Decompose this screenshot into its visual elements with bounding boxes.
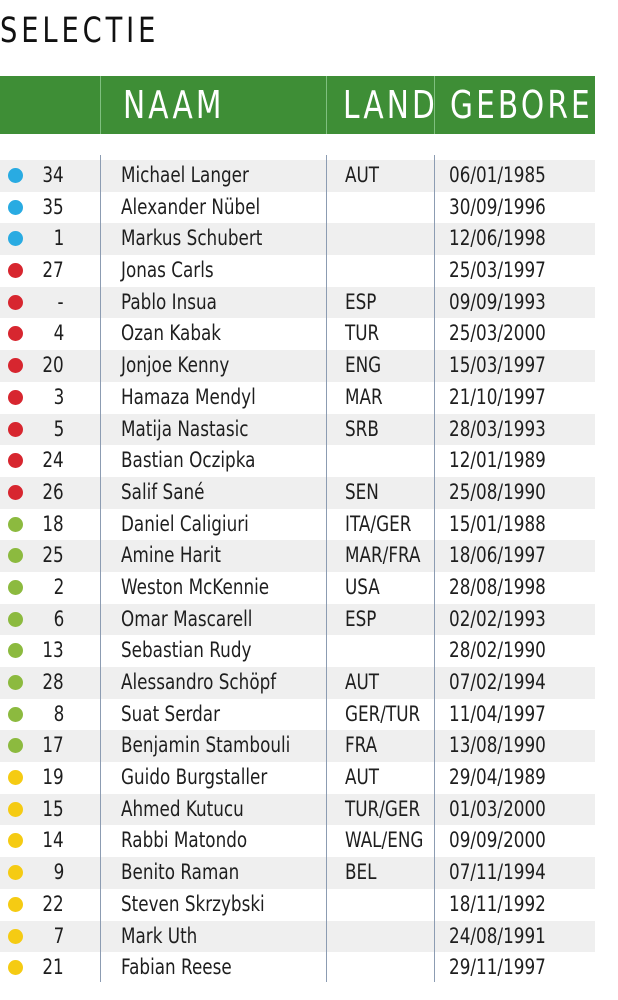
player-birthdate: 29/04/1989 bbox=[449, 765, 546, 790]
shirt-number: 6 bbox=[53, 606, 64, 631]
shirt-number: 4 bbox=[53, 321, 64, 346]
table-row bbox=[0, 540, 595, 572]
shirt-number: 5 bbox=[53, 416, 64, 441]
shirt-number: 3 bbox=[53, 384, 64, 409]
position-dot-icon bbox=[8, 738, 23, 753]
table-row bbox=[0, 730, 595, 762]
player-name: Rabbi Matondo bbox=[121, 828, 248, 853]
player-country: ENG bbox=[345, 353, 382, 378]
position-dot-icon bbox=[8, 358, 23, 373]
player-country: ESP bbox=[345, 606, 377, 631]
shirt-number: 15 bbox=[42, 796, 64, 821]
player-birthdate: 07/02/1994 bbox=[449, 670, 546, 694]
player-birthdate: 15/01/1988 bbox=[449, 511, 546, 536]
player-birthdate: 29/11/1997 bbox=[449, 955, 546, 980]
table-row bbox=[0, 699, 595, 731]
player-name: Sebastian Rudy bbox=[121, 638, 252, 663]
shirt-number: 21 bbox=[42, 955, 64, 980]
player-birthdate: 02/02/1993 bbox=[449, 606, 546, 631]
table-header bbox=[0, 76, 618, 134]
player-birthdate: 12/01/1989 bbox=[449, 448, 546, 473]
shirt-number: 1 bbox=[53, 226, 64, 251]
header-cell-land bbox=[326, 76, 438, 134]
table-row bbox=[0, 794, 595, 826]
player-name: Jonjoe Kenny bbox=[121, 353, 230, 378]
column-divider bbox=[326, 155, 327, 982]
player-country: AUT bbox=[345, 765, 380, 790]
player-name: Bastian Oczipka bbox=[121, 448, 256, 473]
column-header-naam: NAAM bbox=[123, 83, 225, 127]
table-row bbox=[0, 223, 595, 255]
position-dot-icon bbox=[8, 675, 23, 690]
player-name: Markus Schubert bbox=[121, 226, 263, 251]
table-row bbox=[0, 477, 595, 509]
player-birthdate: 25/03/1997 bbox=[449, 258, 546, 283]
position-dot-icon bbox=[8, 168, 23, 183]
column-header-geboren: GEBOREN bbox=[450, 83, 618, 127]
shirt-number: 17 bbox=[42, 733, 64, 758]
player-name: Benito Raman bbox=[121, 860, 240, 885]
player-name: Steven Skrzybski bbox=[121, 891, 265, 916]
player-name: Pablo Insua bbox=[121, 289, 217, 314]
shirt-number: 14 bbox=[42, 828, 64, 853]
player-birthdate: 11/04/1997 bbox=[449, 701, 546, 726]
player-birthdate: 07/11/1994 bbox=[449, 860, 546, 885]
player-name: Ozan Kabak bbox=[121, 321, 222, 346]
table-row bbox=[0, 825, 595, 857]
player-name: Omar Mascarell bbox=[121, 606, 253, 631]
table-row bbox=[0, 287, 595, 319]
table-row bbox=[0, 255, 595, 287]
position-dot-icon bbox=[8, 517, 23, 532]
shirt-number: 19 bbox=[42, 765, 64, 790]
player-name: Mark Uth bbox=[121, 923, 198, 948]
column-divider bbox=[100, 155, 101, 982]
shirt-number: 34 bbox=[42, 163, 64, 187]
shirt-number: 24 bbox=[42, 448, 64, 473]
shirt-number: 8 bbox=[53, 701, 64, 726]
player-country: AUT bbox=[345, 163, 380, 187]
shirt-number: 26 bbox=[42, 479, 64, 504]
table-row bbox=[0, 192, 595, 224]
table-row bbox=[0, 889, 595, 921]
position-dot-icon bbox=[8, 453, 23, 468]
header-cell-geboren bbox=[434, 76, 618, 134]
player-country: SRB bbox=[345, 416, 379, 441]
position-dot-icon bbox=[8, 612, 23, 627]
player-name: Alessandro Schöpf bbox=[121, 670, 277, 694]
table-row bbox=[0, 350, 595, 382]
player-birthdate: 25/03/2000 bbox=[449, 321, 546, 346]
player-name: Hamaza Mendyl bbox=[121, 384, 256, 409]
position-dot-icon bbox=[8, 865, 23, 880]
player-name: Amine Harit bbox=[121, 543, 221, 568]
player-birthdate: 18/11/1992 bbox=[449, 891, 546, 916]
table-row bbox=[0, 572, 595, 604]
position-dot-icon bbox=[8, 960, 23, 975]
table-row bbox=[0, 857, 595, 889]
player-birthdate: 15/03/1997 bbox=[449, 353, 546, 378]
player-country: TUR bbox=[345, 321, 380, 346]
shirt-number: - bbox=[57, 289, 64, 314]
player-name: Guido Burgstaller bbox=[121, 765, 268, 790]
player-birthdate: 13/08/1990 bbox=[449, 733, 546, 758]
table-row bbox=[0, 604, 595, 636]
player-country: FRA bbox=[345, 733, 378, 758]
player-name: Salif Sané bbox=[121, 479, 205, 504]
table-row bbox=[0, 762, 595, 794]
position-dot-icon bbox=[8, 390, 23, 405]
table-row bbox=[0, 160, 595, 192]
position-dot-icon bbox=[8, 485, 23, 500]
player-country: WAL/ENG bbox=[345, 828, 424, 853]
player-country: BEL bbox=[345, 860, 377, 885]
player-birthdate: 24/08/1991 bbox=[449, 923, 546, 948]
shirt-number: 7 bbox=[53, 923, 64, 948]
player-country: TUR/GER bbox=[345, 796, 421, 821]
player-name: Ahmed Kutucu bbox=[121, 796, 244, 821]
position-dot-icon bbox=[8, 580, 23, 595]
player-birthdate: 28/03/1993 bbox=[449, 416, 546, 441]
page-title: SELECTIE bbox=[0, 11, 160, 51]
position-dot-icon bbox=[8, 263, 23, 278]
player-country: ITA/GER bbox=[345, 511, 412, 536]
shirt-number: 13 bbox=[42, 638, 64, 663]
player-country: USA bbox=[345, 574, 380, 599]
table-row bbox=[0, 382, 595, 414]
player-birthdate: 18/06/1997 bbox=[449, 543, 546, 568]
player-name: Matija Nastasic bbox=[121, 416, 249, 441]
player-birthdate: 25/08/1990 bbox=[449, 479, 546, 504]
table-row bbox=[0, 509, 595, 541]
position-dot-icon bbox=[8, 200, 23, 215]
player-birthdate: 28/08/1998 bbox=[449, 574, 546, 599]
player-country: AUT bbox=[345, 670, 380, 694]
player-birthdate: 21/10/1997 bbox=[449, 384, 546, 409]
table-row bbox=[0, 667, 595, 699]
player-birthdate: 12/06/1998 bbox=[449, 226, 546, 251]
shirt-number: 27 bbox=[42, 258, 64, 283]
position-dot-icon bbox=[8, 643, 23, 658]
player-name: Weston McKennie bbox=[121, 574, 270, 599]
player-country: MAR bbox=[345, 384, 383, 409]
position-dot-icon bbox=[8, 802, 23, 817]
shirt-number: 35 bbox=[42, 194, 64, 219]
player-name: Jonas Carls bbox=[121, 258, 214, 283]
table-row bbox=[0, 952, 595, 984]
player-name: Suat Serdar bbox=[121, 701, 221, 726]
shirt-number: 18 bbox=[42, 511, 64, 536]
player-birthdate: 01/03/2000 bbox=[449, 796, 546, 821]
player-name: Michael Langer bbox=[121, 163, 249, 187]
shirt-number: 25 bbox=[42, 543, 64, 568]
shirt-number: 20 bbox=[42, 353, 64, 378]
player-birthdate: 09/09/2000 bbox=[449, 828, 546, 853]
table-row bbox=[0, 445, 595, 477]
header-cell-naam bbox=[100, 76, 326, 134]
table-row bbox=[0, 635, 595, 667]
position-dot-icon bbox=[8, 707, 23, 722]
player-name: Benjamin Stambouli bbox=[121, 733, 291, 758]
player-country: GER/TUR bbox=[345, 701, 421, 726]
position-dot-icon bbox=[8, 833, 23, 848]
player-country: ESP bbox=[345, 289, 377, 314]
shirt-number: 28 bbox=[42, 670, 64, 694]
player-birthdate: 06/01/1985 bbox=[449, 163, 546, 187]
position-dot-icon bbox=[8, 548, 23, 563]
player-name: Daniel Caligiuri bbox=[121, 511, 249, 536]
header-cell-number bbox=[0, 76, 100, 134]
player-birthdate: 09/09/1993 bbox=[449, 289, 546, 314]
shirt-number: 22 bbox=[42, 891, 64, 916]
shirt-number: 9 bbox=[53, 860, 64, 885]
player-name: Alexander Nübel bbox=[121, 194, 261, 219]
player-country: SEN bbox=[345, 479, 379, 504]
table-row bbox=[0, 921, 595, 953]
player-table-body bbox=[0, 160, 595, 984]
player-birthdate: 28/02/1990 bbox=[449, 638, 546, 663]
position-dot-icon bbox=[8, 770, 23, 785]
position-dot-icon bbox=[8, 422, 23, 437]
position-dot-icon bbox=[8, 326, 23, 341]
shirt-number: 2 bbox=[53, 574, 64, 599]
player-country: MAR/FRA bbox=[345, 543, 421, 568]
column-header-land: LAND bbox=[343, 83, 438, 127]
player-name: Fabian Reese bbox=[121, 955, 232, 980]
player-birthdate: 30/09/1996 bbox=[449, 194, 546, 219]
position-dot-icon bbox=[8, 295, 23, 310]
position-dot-icon bbox=[8, 929, 23, 944]
table-row bbox=[0, 414, 595, 446]
position-dot-icon bbox=[8, 231, 23, 246]
column-divider bbox=[434, 155, 435, 982]
position-dot-icon bbox=[8, 897, 23, 912]
table-row bbox=[0, 318, 595, 350]
